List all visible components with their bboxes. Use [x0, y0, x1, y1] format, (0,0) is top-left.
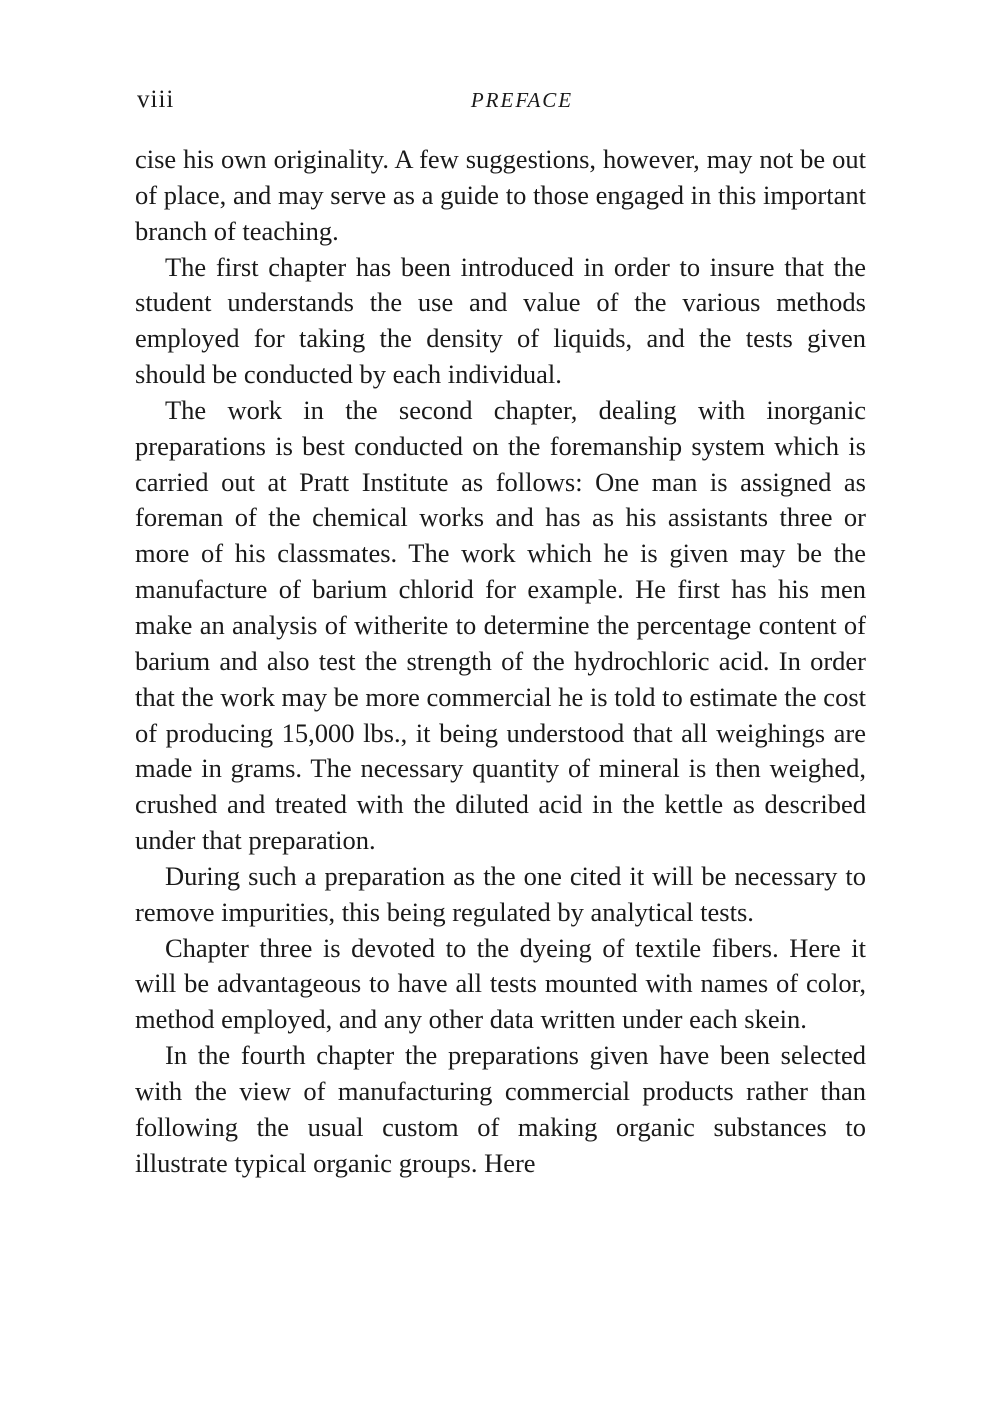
- paragraph-fourth-chapter: In the fourth chapter the preparations given have been selected with the view of manufacturing commercial products rather than following the usual custom of making organic substances to illustrate typical organic groups. Here: [135, 1040, 866, 1178]
- running-head: [137, 86, 867, 118]
- paragraph-first-chapter: The first chapter has been introduced in order to insure that the student understands the use and value of the various methods employed for taking the density of liquids, and the tests given should be conducted by each individual.: [135, 251, 866, 390]
- paragraph-third-chapter: Chapter three is devoted to the dyeing of textile fibers. Here it will be advantageous to have all tests mounted with names of color, method employed, and any other data written under each skein.: [135, 932, 866, 1035]
- paragraph-impurities: During such a preparation as the one cited it will be necessary to remove impurities, this being regulated by analytical tests.: [135, 860, 866, 927]
- running-title: PREFACE: [470, 88, 574, 112]
- page-number: viii: [137, 86, 175, 113]
- paragraph-second-chapter: The work in the second chapter, dealing with inorganic preparations is best conducted on the foremanship system which is carried out at Pratt Institute as follows: One man is assigned as foreman of the chemical works and has as his assistants three or more of his classmates. The work which he is given may be the manufacture of barium chlorid for example. He first has his men make an analysis of witherite to determine the percentage content of barium and also test the strength of the hydrochloric acid. In order that the work may be more commercial he is told to estimate the cost of producing 15,000 lbs., it being understood that all weighings are made in grams. The necessary quantity of mineral is then weighed, crushed and treated with the diluted acid in the kettle as described under that preparation.: [135, 394, 866, 856]
- body-text: [135, 142, 866, 1181]
- paragraph-continuation: cise his own originality. A few suggestions, however, may not be out of place, and may serve as a guide to those engaged in this important branch of teaching.: [135, 144, 866, 246]
